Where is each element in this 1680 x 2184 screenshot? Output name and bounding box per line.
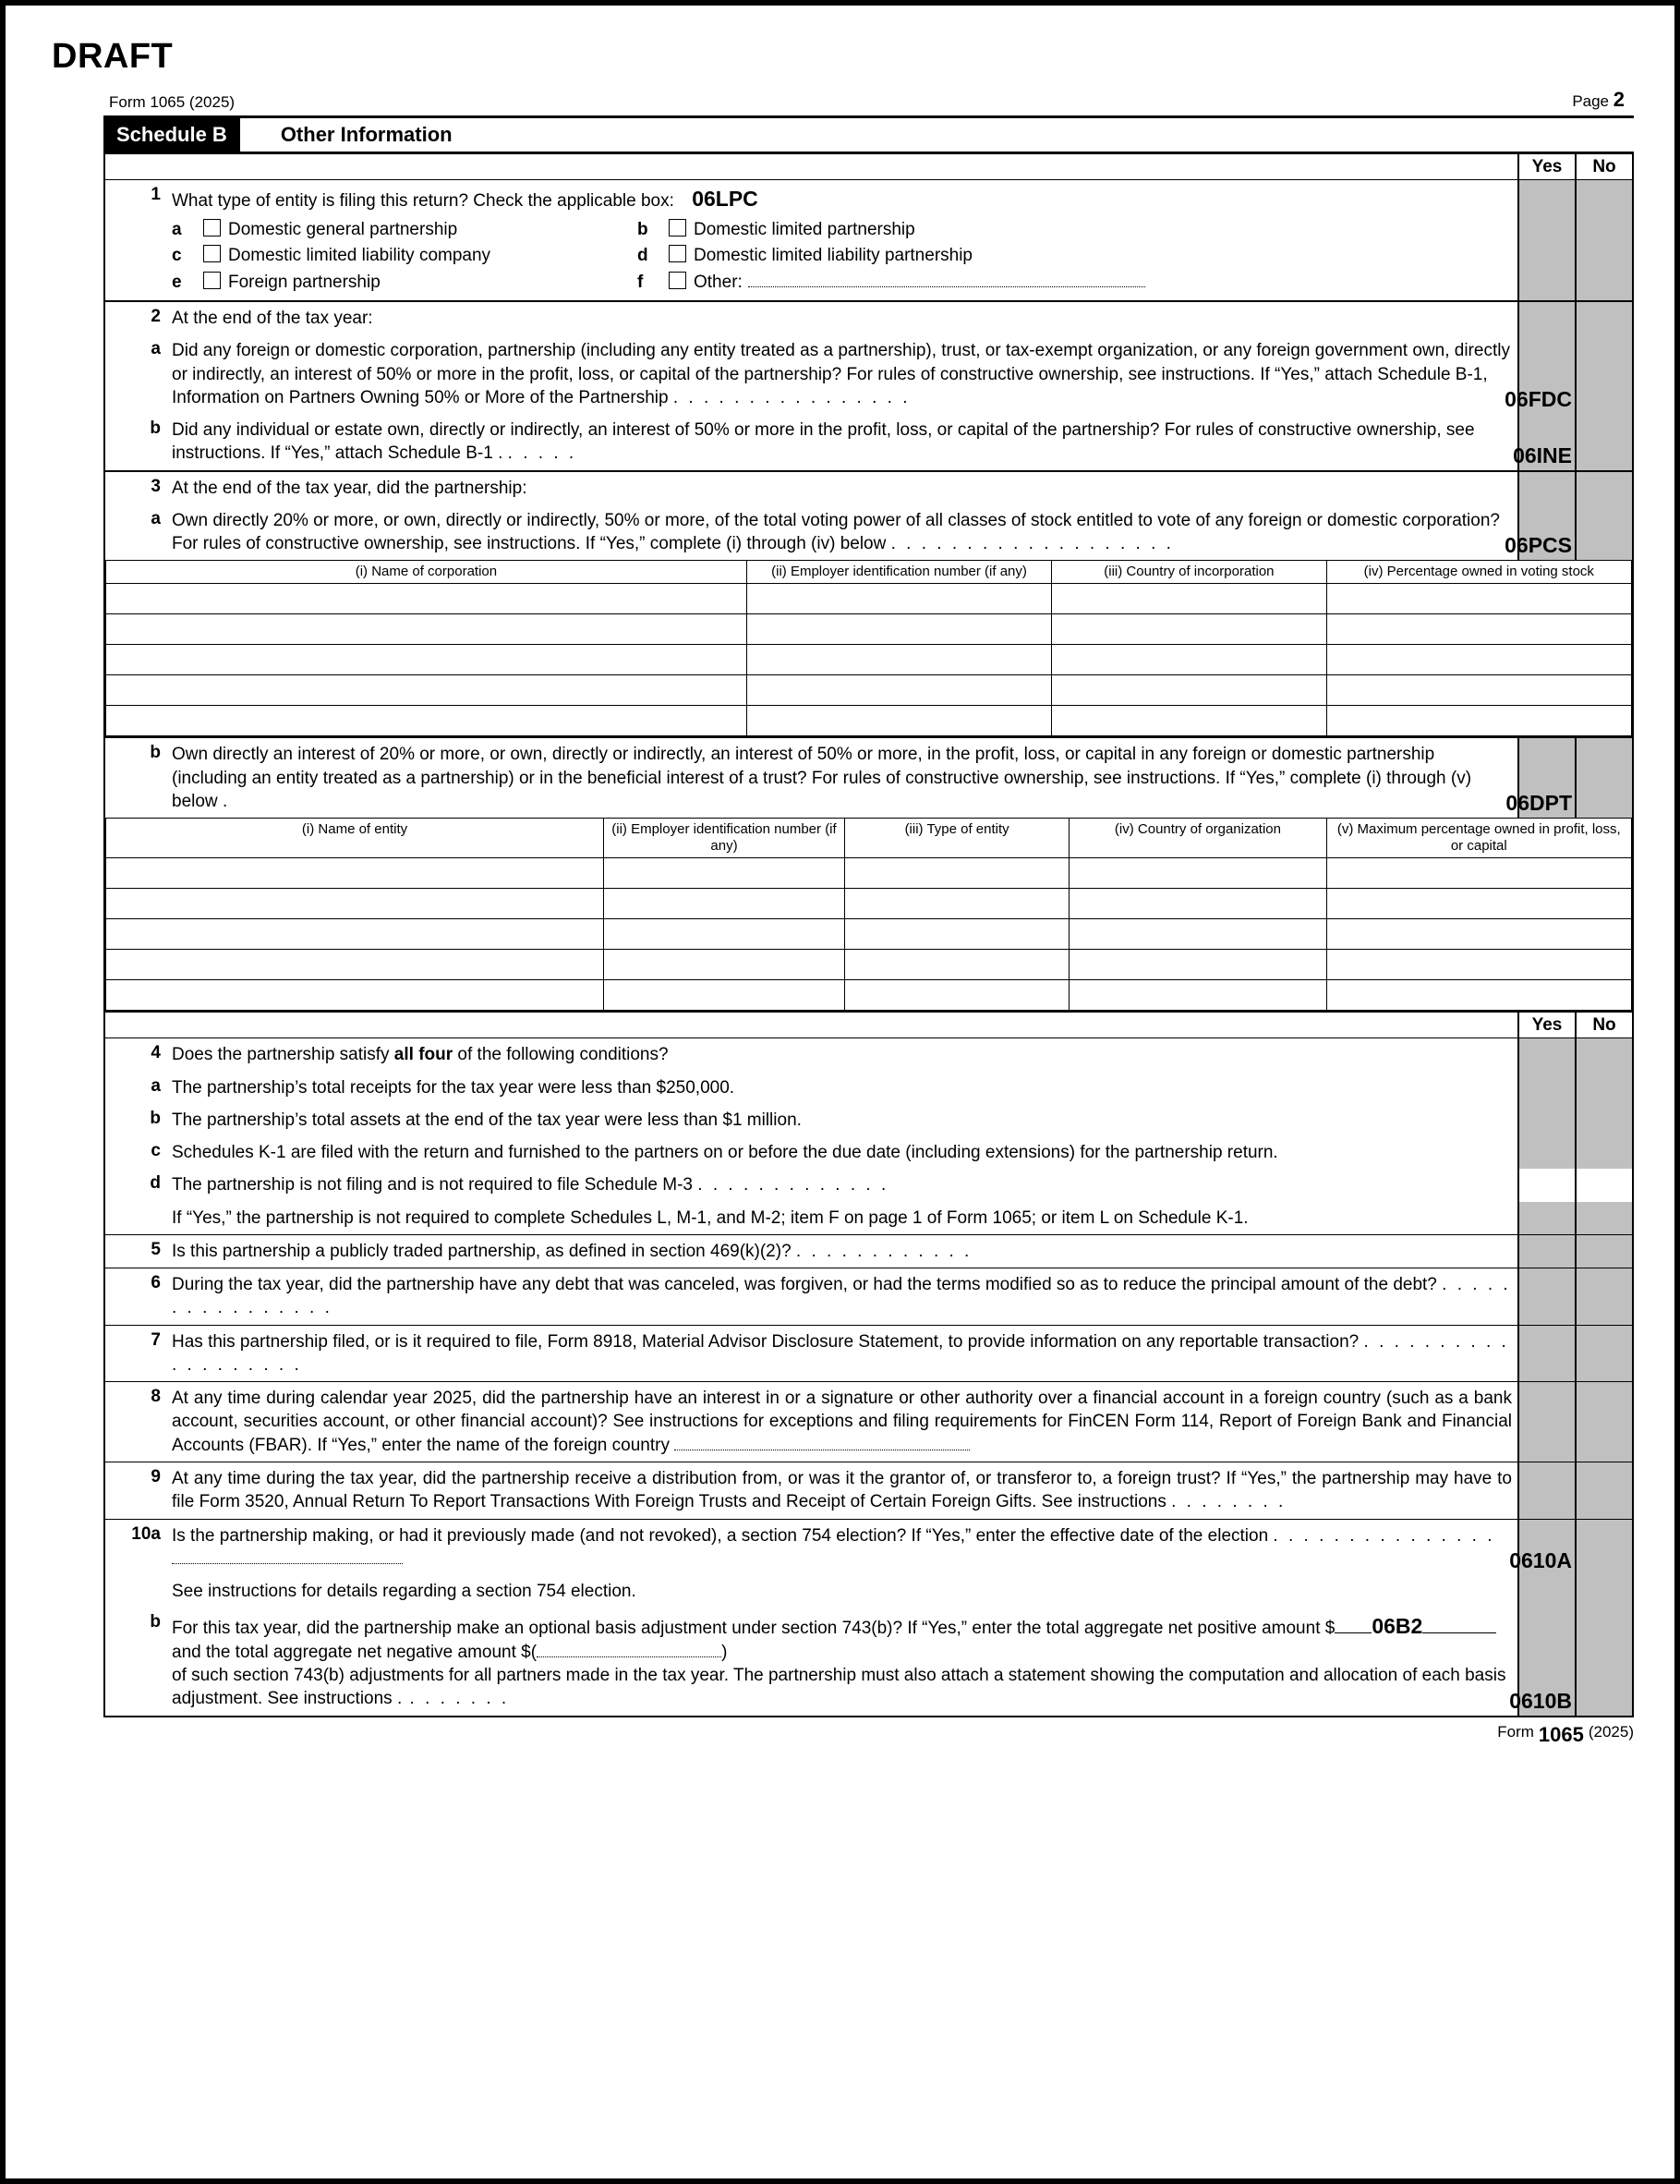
cell[interactable]	[106, 858, 604, 889]
q4-yes-cell	[1517, 1038, 1575, 1071]
q1-no-cell	[1575, 180, 1632, 300]
cell[interactable]	[1070, 919, 1326, 950]
q1-option-b-text: Domestic limited partnership	[694, 219, 915, 239]
question-9-row	[105, 1462, 1632, 1520]
q4d-no-cell[interactable]	[1575, 1169, 1632, 1201]
q10b-amount-code: 06B2	[1372, 1614, 1423, 1639]
q6-yes-cell[interactable]	[1517, 1268, 1575, 1325]
cell[interactable]	[106, 614, 747, 645]
q8-yes-cell[interactable]	[1517, 1382, 1575, 1462]
q4c-label: c	[151, 1141, 161, 1161]
q2b-yes-cell[interactable]	[1513, 414, 1575, 470]
q3a-text	[170, 504, 1517, 561]
table-row[interactable]	[106, 919, 1632, 950]
q3b-yes-cell[interactable]	[1505, 738, 1575, 818]
q4-text-bold: all four	[393, 1045, 453, 1065]
page-indicator	[1572, 88, 1625, 112]
q6-number: 6	[151, 1273, 161, 1293]
cell[interactable]	[106, 584, 747, 614]
q2a-yes-cell[interactable]	[1505, 334, 1575, 414]
q3b-table-row	[105, 818, 1632, 1013]
table-row[interactable]	[106, 675, 1632, 706]
cell[interactable]	[746, 675, 1051, 706]
q6-no-cell[interactable]	[1575, 1268, 1632, 1325]
question-5-row	[105, 1235, 1632, 1268]
q4-note: If “Yes,” the partnership is not required to complete Schedules L, M-1, and M-2; item F on page 1 of Form 1065; or item L on Schedule K-1.	[172, 1207, 1249, 1228]
dot-leader: . . . . . . . . . . . . . . . .	[172, 1275, 1511, 1318]
spacer-num	[105, 154, 170, 179]
dot-leader: . . . . . . . . . . . . . . .	[1273, 1525, 1495, 1546]
q6-text-content: During the tax year, did the partnership have any debt that was canceled, was forgiven, or had the terms modified so as to reduce the principal amount of the debt?	[172, 1275, 1437, 1295]
cell[interactable]	[1052, 584, 1326, 614]
dot-leader: . . . . . . . . . . . . . . . . . . .	[890, 534, 1174, 554]
q2b-label: b	[150, 419, 161, 439]
q10b-code: 0610B	[1509, 1688, 1572, 1713]
no-column-header-2: No	[1575, 1013, 1632, 1037]
question-2b-row	[105, 414, 1632, 472]
q10b-label: b	[150, 1612, 161, 1632]
q10a-number: 10a	[131, 1523, 161, 1544]
table-row[interactable]	[106, 584, 1632, 614]
q2-number: 2	[151, 307, 161, 327]
q3b-th-2: (ii) Employer identification number (if any)	[604, 819, 845, 858]
table-row[interactable]	[106, 858, 1632, 889]
question-4a-row	[105, 1072, 1632, 1104]
q1-option-d[interactable]	[669, 243, 1512, 270]
q4b-label: b	[150, 1108, 161, 1128]
q3b-th-5: (v) Maximum percentage owned in profit, loss, or capital	[1326, 819, 1631, 858]
question-6-row	[105, 1268, 1632, 1326]
question-2-intro-row	[105, 302, 1632, 334]
cell[interactable]	[106, 950, 604, 980]
q10a-no-cell[interactable]	[1575, 1520, 1632, 1576]
spacer-text	[170, 154, 1517, 179]
cell[interactable]	[1326, 919, 1631, 950]
q10b-text-2: and the total aggregate net negative amount $(	[172, 1642, 538, 1662]
question-10a-row	[105, 1520, 1632, 1576]
q1-number: 1	[151, 185, 161, 204]
no-column-header: No	[1575, 154, 1632, 179]
q3a-table	[105, 560, 1632, 736]
cell[interactable]	[604, 950, 845, 980]
q8-no-cell[interactable]	[1575, 1382, 1632, 1462]
q3b-text	[170, 738, 1517, 818]
cell[interactable]	[1326, 980, 1631, 1011]
cell[interactable]	[1070, 950, 1326, 980]
q1-options-row-3	[172, 270, 1512, 297]
cell[interactable]	[1326, 706, 1631, 736]
q3-no-cell-intro	[1575, 472, 1632, 504]
q1-options-row-1	[172, 217, 1512, 244]
cell[interactable]	[1052, 645, 1326, 675]
q3b-table	[105, 818, 1632, 1011]
yes-no-header-row	[105, 154, 1632, 180]
q1-option-c-text: Domestic limited liability company	[228, 246, 491, 266]
table-row[interactable]	[106, 614, 1632, 645]
q10a-date-input[interactable]	[172, 1563, 403, 1564]
question-4d-row	[105, 1169, 1632, 1201]
question-8-row	[105, 1382, 1632, 1462]
q3a-yes-cell[interactable]	[1505, 504, 1575, 561]
cell[interactable]	[106, 919, 604, 950]
q10b-text-1: For this tax year, did the partnership make an optional basis adjustment under section 743(b)? If “Yes,” enter the total aggregate net positive amount $	[172, 1619, 1336, 1639]
dot-leader: . . . . . . . . . . . . . . . .	[672, 387, 911, 407]
checkbox-icon[interactable]	[203, 272, 221, 289]
cell[interactable]	[844, 980, 1069, 1011]
q4-number: 4	[151, 1043, 161, 1063]
q10a-note-yes-cell	[1517, 1575, 1575, 1608]
question-3a-row	[105, 504, 1632, 561]
q1-option-b-label: b	[637, 219, 648, 239]
q2a-no-cell[interactable]	[1575, 334, 1632, 414]
cell[interactable]	[604, 858, 845, 889]
q4-text	[170, 1038, 1517, 1071]
footer-form-label: Form	[1497, 1722, 1534, 1741]
q10b-negative-input[interactable]	[537, 1656, 721, 1657]
q1-option-a[interactable]	[203, 217, 637, 244]
cell[interactable]	[1326, 858, 1631, 889]
question-4b-row	[105, 1104, 1632, 1136]
q2b-code: 06INE	[1513, 443, 1572, 467]
q3a-label: a	[151, 508, 161, 528]
cell[interactable]	[106, 675, 747, 706]
q1-option-f-text: Other:	[694, 272, 743, 292]
cell[interactable]	[746, 584, 1051, 614]
q2a-code: 06FDC	[1505, 387, 1572, 412]
q10b-no-cell[interactable]	[1575, 1608, 1632, 1715]
table-row[interactable]	[106, 889, 1632, 919]
cell[interactable]	[1070, 980, 1326, 1011]
page-label: Page	[1572, 92, 1610, 110]
form-header-left: Form 1065 (2025)	[109, 93, 236, 111]
q1-code: 06LPC	[692, 187, 758, 211]
q4a-yes-cell	[1517, 1072, 1575, 1104]
question-3-intro-row	[105, 472, 1632, 504]
q4-note-yes-cell	[1517, 1202, 1575, 1234]
q3-yes-cell-intro	[1517, 472, 1575, 504]
checkbox-icon[interactable]	[669, 245, 686, 262]
draft-watermark: DRAFT	[52, 37, 174, 76]
q5-number: 5	[151, 1239, 161, 1259]
q4b-yes-cell	[1517, 1104, 1575, 1136]
q4a-text: The partnership’s total receipts for the tax year were less than $250,000.	[172, 1077, 735, 1098]
q10a-note-no-cell	[1575, 1575, 1632, 1608]
cell[interactable]	[844, 858, 1069, 889]
question-1-row	[105, 180, 1632, 302]
table-row[interactable]	[106, 706, 1632, 736]
checkbox-icon[interactable]	[669, 219, 686, 237]
footer-form-year: (2025)	[1588, 1722, 1634, 1741]
q4d-label: d	[150, 1173, 161, 1194]
q1-option-c-label: c	[172, 246, 182, 266]
q3b-text-content: Own directly an interest of 20% or more, or own, directly or indirectly, an interest of 50% or more, in the profit, loss, or capital in any foreign or domestic partnership (including an entity treated as a partnership) or in the beneficial interest of a trust? For rules of constructive ownership, see instructions. If “Yes,” complete (i) through (v) below	[172, 745, 1472, 811]
question-7-row	[105, 1326, 1632, 1383]
q5-text-content: Is this partnership a publicly traded partnership, as defined in section 469(k)(2)?	[172, 1241, 792, 1261]
question-2a-row	[105, 334, 1632, 414]
cell[interactable]	[1052, 614, 1326, 645]
q1-content	[170, 180, 1517, 300]
cell[interactable]	[746, 645, 1051, 675]
dot-leader: . . . . . . . . . . . . . . . . . . .	[172, 1331, 1509, 1375]
q4a-label: a	[151, 1075, 161, 1096]
q3-number: 3	[151, 476, 161, 496]
q7-number: 7	[151, 1329, 161, 1350]
form-body	[103, 154, 1634, 1717]
cell[interactable]	[844, 919, 1069, 950]
cell[interactable]	[106, 645, 747, 675]
schedule-b-bar	[103, 115, 1634, 154]
q3a-code: 06PCS	[1505, 533, 1572, 558]
q9-yes-cell[interactable]	[1517, 1462, 1575, 1519]
q2-text: At the end of the tax year:	[172, 309, 373, 329]
q2a-text	[170, 334, 1517, 414]
dot-leader: . . . . . . .	[402, 1689, 510, 1709]
q4-note-no-cell	[1575, 1202, 1632, 1234]
checkbox-icon[interactable]	[669, 272, 686, 289]
q1-other-input[interactable]	[748, 286, 1145, 287]
page-footer	[103, 1717, 1634, 1747]
q4-no-cell	[1575, 1038, 1632, 1071]
cell[interactable]	[1070, 889, 1326, 919]
dot-leader: .	[222, 792, 231, 811]
q6-text	[170, 1268, 1517, 1325]
q4d-text	[170, 1169, 1517, 1201]
q7-text	[170, 1326, 1517, 1382]
q10a-code: 0610A	[1509, 1548, 1572, 1573]
q2b-text	[170, 414, 1517, 470]
q3a-th-4: (iv) Percentage owned in voting stock	[1326, 561, 1631, 584]
q3b-label: b	[150, 743, 161, 763]
q10b-amount-underline-left[interactable]	[1335, 1632, 1372, 1633]
q1-text: What type of entity is filing this return? Check the applicable box:	[172, 191, 674, 211]
yes-column-header: Yes	[1517, 154, 1575, 179]
table-row[interactable]	[106, 950, 1632, 980]
cell[interactable]	[1052, 706, 1326, 736]
q1-option-e-label: e	[172, 272, 182, 292]
cell[interactable]	[746, 614, 1051, 645]
checkbox-icon[interactable]	[203, 245, 221, 262]
q10b-amount-underline-right[interactable]	[1422, 1632, 1496, 1633]
q5-text	[170, 1235, 1517, 1268]
table-row[interactable]	[106, 980, 1632, 1011]
question-4-note-row	[105, 1202, 1632, 1235]
q4c-text: Schedules K-1 are filed with the return and furnished to the partners on or before the due date (including extensions) for the partnership return.	[172, 1143, 1278, 1163]
question-4c-row	[105, 1136, 1632, 1169]
q4d-yes-cell[interactable]	[1517, 1169, 1575, 1201]
q3a-no-cell[interactable]	[1575, 504, 1632, 561]
cell[interactable]	[1326, 645, 1631, 675]
q3-text: At the end of the tax year, did the partnership:	[172, 478, 527, 498]
cell[interactable]	[746, 706, 1051, 736]
q10b-text-3: )	[721, 1642, 728, 1662]
q3a-th-1: (i) Name of corporation	[106, 561, 747, 584]
q4d-text-content: The partnership is not filing and is not required to file Schedule M-3	[172, 1175, 693, 1195]
page-number: 2	[1613, 88, 1625, 111]
cell[interactable]	[106, 889, 604, 919]
spacer-num-2	[105, 1013, 170, 1037]
q1-option-a-text: Domestic general partnership	[228, 219, 458, 239]
q10a-note: See instructions for details regarding a section 754 election.	[172, 1582, 636, 1602]
footer-form-number: 1065	[1538, 1722, 1584, 1746]
q2a-label: a	[151, 339, 161, 359]
cell[interactable]	[1326, 584, 1631, 614]
page-header	[46, 88, 1634, 115]
q1-option-a-label: a	[172, 219, 182, 239]
q7-text-content: Has this partnership filed, or is it required to file, Form 8918, Material Advisor Disclosure Statement, to provide information on any reportable transaction?	[172, 1331, 1360, 1352]
cell[interactable]	[106, 980, 604, 1011]
q5-no-cell[interactable]	[1575, 1235, 1632, 1268]
yes-no-header-row-2	[105, 1013, 1632, 1038]
q1-options-row-2	[172, 243, 1512, 270]
q2a-text-content: Did any foreign or domestic corporation, partnership (including any entity treated as a partnership), trust, or tax-exempt organization, or any foreign government own, directly or indirectly, an interest of 50% or more in the profit, loss, or capital of the partnership? For rules of constructive ownership, see instructions. If “Yes,” attach Schedule B-1, Information on Partners Owning 50% or More of the Partnership	[172, 341, 1510, 407]
q1-option-b[interactable]	[669, 217, 1512, 244]
q9-no-cell[interactable]	[1575, 1462, 1632, 1519]
q2b-text-content: Did any individual or estate own, directly or indirectly, an interest of 50% or more in the profit, loss, or capital of the partnership? For rules of constructive ownership, see instructions. If “Yes,” attach Schedule B-1 .	[172, 420, 1475, 464]
q4-note-spacer	[105, 1202, 170, 1234]
q1-yes-cell	[1517, 180, 1575, 300]
cell[interactable]	[1070, 858, 1326, 889]
q2b-no-cell[interactable]	[1575, 414, 1632, 470]
q1-option-e-text: Foreign partnership	[228, 272, 381, 292]
cell[interactable]	[106, 706, 747, 736]
checkbox-icon[interactable]	[203, 219, 221, 237]
q10a-note-spacer	[105, 1575, 170, 1608]
q3a-th-3: (iii) Country of incorporation	[1052, 561, 1326, 584]
q1-option-f[interactable]	[669, 270, 1512, 297]
dot-leader: . . . . . . . . . . . .	[795, 1241, 973, 1261]
q7-no-cell[interactable]	[1575, 1326, 1632, 1382]
q3a-table-row	[105, 560, 1632, 736]
q1-option-d-text: Domestic limited liability partnership	[694, 246, 973, 266]
q10a-text	[170, 1520, 1517, 1576]
cell[interactable]	[844, 950, 1069, 980]
q1-option-e[interactable]	[203, 270, 637, 297]
q4c-no-cell	[1575, 1136, 1632, 1169]
q3a-th-2: (ii) Employer identification number (if any)	[746, 561, 1051, 584]
cell[interactable]	[1326, 675, 1631, 706]
q4b-no-cell	[1575, 1104, 1632, 1136]
dot-leader: . . . . . . . . . . . . .	[697, 1175, 889, 1195]
q9-text	[170, 1462, 1517, 1519]
q3b-th-4: (iv) Country of organization	[1070, 819, 1326, 858]
q10a-yes-cell[interactable]	[1509, 1520, 1575, 1576]
question-10b-row	[105, 1608, 1632, 1717]
q1-option-d-label: d	[637, 246, 648, 266]
q3a-text-content: Own directly 20% or more, or own, directly or indirectly, 50% or more, of the total voting power of all classes of stock entitled to vote of any foreign or domestic corporation? For rules of constructive ownership, see instructions. If “Yes,” complete (i) through (iv) below	[172, 510, 1500, 554]
cell[interactable]	[1326, 950, 1631, 980]
q4c-yes-cell	[1517, 1136, 1575, 1169]
dot-leader: . . . . .	[507, 443, 577, 464]
dot-leader: . . . . . . . .	[1171, 1492, 1287, 1512]
cell[interactable]	[604, 980, 845, 1011]
cell[interactable]	[1326, 889, 1631, 919]
cell[interactable]	[604, 889, 845, 919]
spacer-text-2	[170, 1013, 1517, 1037]
cell[interactable]	[1326, 614, 1631, 645]
q2-yes-cell-intro	[1517, 302, 1575, 334]
q8-text-content: At any time during calendar year 2025, did the partnership have an interest in or a signature or other authority over a financial account in a foreign country (such as a bank account, securities account, or other financial account)? See instructions for exceptions and filing requirements for FinCEN Form 114, Report of Foreign Bank and Financial Accounts (FBAR). If “Yes,” enter the name of the foreign country	[172, 1389, 1512, 1455]
q10a-text-content: Is the partnership making, or had it previously made (and not revoked), a section 754 election? If “Yes,” enter the effective date of the election	[172, 1525, 1269, 1546]
q10b-text	[170, 1608, 1517, 1715]
question-10a-note-row	[105, 1575, 1632, 1608]
q3b-th-3: (iii) Type of entity	[844, 819, 1069, 858]
q1-option-c[interactable]	[203, 243, 637, 270]
q10b-text-4: of such section 743(b) adjustments for all partners made in the tax year. The partnership must also attach a statement showing the computation and allocation of each basis adjustment. See instructions .	[172, 1666, 1506, 1709]
q3b-code: 06DPT	[1505, 791, 1572, 816]
cell[interactable]	[1052, 675, 1326, 706]
cell[interactable]	[604, 919, 845, 950]
q8-text	[170, 1382, 1517, 1462]
q1-option-f-label: f	[637, 272, 644, 292]
cell[interactable]	[844, 889, 1069, 919]
q10b-yes-cell[interactable]	[1509, 1608, 1575, 1715]
schedule-tag: Schedule B	[103, 118, 240, 152]
q5-yes-cell[interactable]	[1517, 1235, 1575, 1268]
q3b-no-cell[interactable]	[1575, 738, 1632, 818]
table-row[interactable]	[106, 645, 1632, 675]
q2-no-cell-intro	[1575, 302, 1632, 334]
q4b-text: The partnership’s total assets at the end of the tax year were less than $1 million.	[172, 1110, 802, 1130]
schedule-title: Other Information	[280, 123, 453, 146]
yes-column-header-2: Yes	[1517, 1013, 1575, 1037]
q3b-th-1: (i) Name of entity	[106, 819, 604, 858]
q9-text-content: At any time during the tax year, did the partnership receive a distribution from, or was it the grantor of, or transferor to, a foreign trust? If “Yes,” the partnership may have to file Form 3520, Annual Return To Report Transactions With Foreign Trusts and Receipt of Certain Foreign Gifts. See instructions	[172, 1468, 1512, 1512]
q4-text-after: of the following conditions?	[457, 1045, 669, 1065]
q9-number: 9	[151, 1466, 161, 1486]
question-4-intro-row	[105, 1038, 1632, 1071]
q4a-no-cell	[1575, 1072, 1632, 1104]
q7-yes-cell[interactable]	[1517, 1326, 1575, 1382]
q4-text-before: Does the partnership satisfy	[172, 1045, 390, 1065]
q8-number: 8	[151, 1387, 161, 1407]
question-3b-row	[105, 736, 1632, 818]
